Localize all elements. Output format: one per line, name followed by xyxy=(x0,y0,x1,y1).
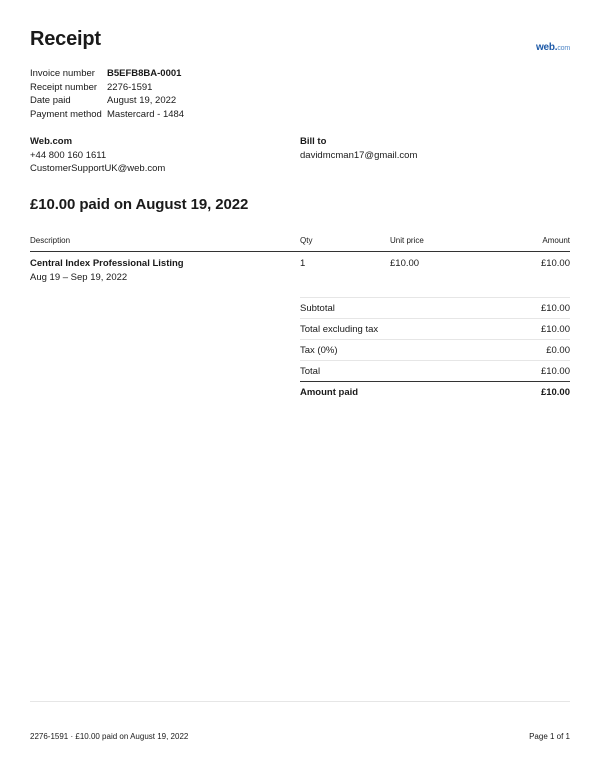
header-amount: Amount xyxy=(542,236,570,245)
item-unit-price: £10.00 xyxy=(390,258,420,269)
summary-label: Total xyxy=(300,366,321,377)
bill-to-label: Bill to xyxy=(300,136,327,147)
footer-divider xyxy=(30,701,570,702)
summary-row-total-excluding-tax xyxy=(300,318,570,339)
summary-row-amount-paid xyxy=(300,381,570,402)
meta-value: Mastercard - 1484 xyxy=(107,108,185,120)
seller-phone: +44 800 160 1611 xyxy=(30,149,107,161)
header-unit-price: Unit price xyxy=(390,236,424,245)
items-table-header xyxy=(30,236,570,252)
meta-row-date-paid xyxy=(30,94,184,108)
summary-row-subtotal xyxy=(300,297,570,318)
meta-label: Date paid xyxy=(30,95,71,106)
summary-label: Total excluding tax xyxy=(300,324,379,335)
summary-row-total xyxy=(300,360,570,381)
summary-value: £10.00 xyxy=(540,366,570,377)
bill-to-info xyxy=(300,135,417,162)
summary-value: £0.00 xyxy=(546,345,570,356)
header-description: Description xyxy=(30,236,71,245)
item-description-cell xyxy=(30,257,184,284)
summary-label: Amount paid xyxy=(300,387,359,398)
company-logo xyxy=(536,42,570,53)
meta-label: Invoice number xyxy=(30,68,95,79)
summary-value: £10.00 xyxy=(540,387,570,398)
summary-label: Tax (0%) xyxy=(300,345,338,356)
logo-main-text: web. xyxy=(535,42,558,53)
meta-row-invoice-number xyxy=(30,67,184,81)
meta-value: August 19, 2022 xyxy=(107,95,177,106)
page-number: Page 1 of 1 xyxy=(529,732,570,741)
receipt-page xyxy=(30,0,570,776)
item-qty: 1 xyxy=(300,258,306,269)
summary-label: Subtotal xyxy=(300,303,335,314)
item-amount: £10.00 xyxy=(540,258,570,269)
meta-row-receipt-number xyxy=(30,81,184,95)
summary-value: £10.00 xyxy=(540,324,570,335)
summary-value: £10.00 xyxy=(540,303,570,314)
bill-to-email: davidmcman17@gmail.com xyxy=(300,149,418,161)
totals-summary xyxy=(300,297,570,402)
page-title: Receipt xyxy=(30,28,101,50)
meta-label: Payment method xyxy=(30,108,102,120)
receipt-meta xyxy=(30,67,184,121)
meta-label: Receipt number xyxy=(30,81,98,93)
meta-value: 2276-1591 xyxy=(107,81,153,93)
table-row xyxy=(30,257,570,287)
seller-email: CustomerSupportUK@web.com xyxy=(30,163,166,174)
item-period: Aug 19 – Sep 19, 2022 xyxy=(30,271,128,283)
payment-headline: £10.00 paid on August 19, 2022 xyxy=(30,196,249,213)
meta-value: B5EFB8BA-0001 xyxy=(107,68,182,79)
footer-summary: 2276-1591 · £10.00 paid on August 19, 2022 xyxy=(30,732,189,741)
meta-row-payment-method xyxy=(30,108,184,122)
logo-suffix-text: com xyxy=(557,45,570,52)
header-qty: Qty xyxy=(300,236,313,245)
seller-name: Web.com xyxy=(30,136,73,147)
summary-row-tax xyxy=(300,339,570,360)
item-description: Central Index Professional Listing xyxy=(30,258,184,269)
seller-info xyxy=(30,135,165,176)
